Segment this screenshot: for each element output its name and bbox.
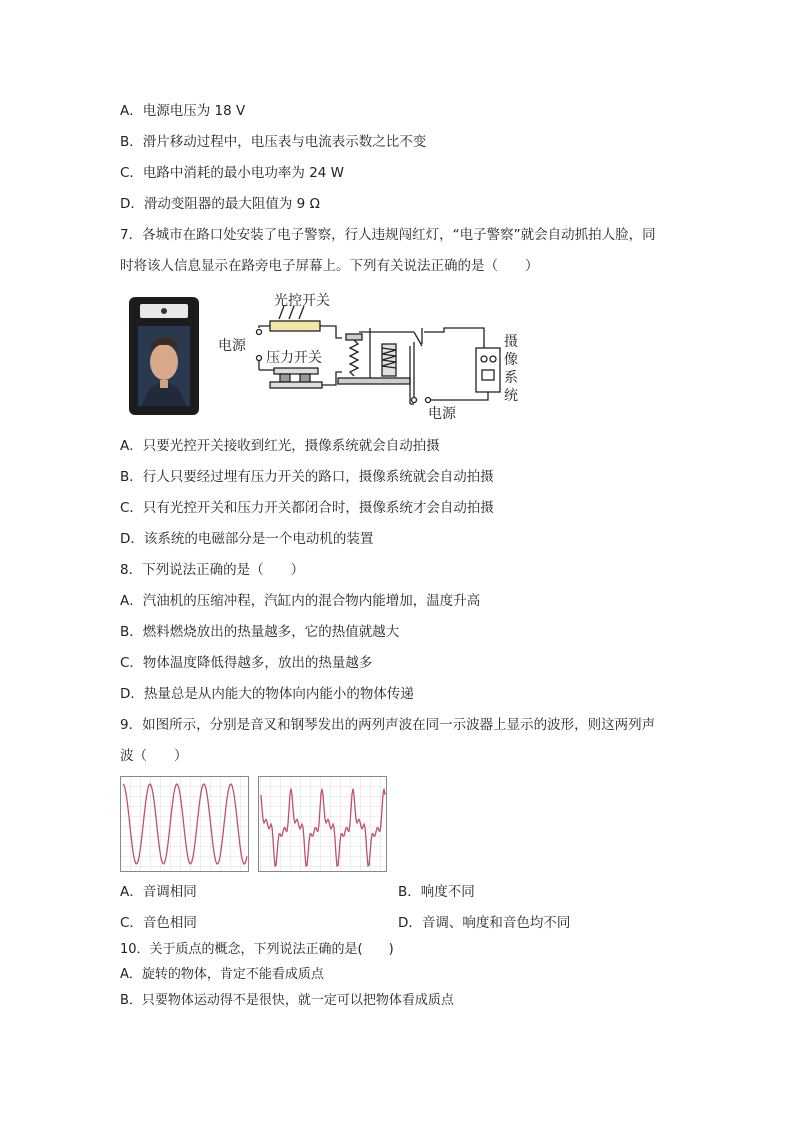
oscilloscope-waveforms xyxy=(120,776,388,872)
q9-stem-line1: 9．如图所示，分别是音叉和钢琴发出的两列声波在同一示波器上显示的波形，则这两列声 xyxy=(120,717,656,733)
q10-stem: 10．关于质点的概念，下列说法正确的是( ) xyxy=(120,942,394,957)
label-camera-char2: 像 xyxy=(504,352,518,368)
q7-option-c: C．只有光控开关和压力开关都闭合时，摄像系统才会自动拍摄 xyxy=(120,500,494,516)
q8-stem: 8．下列说法正确的是（ ） xyxy=(120,562,305,578)
q7-option-b: B．行人只要经过埋有压力开关的路口，摄像系统就会自动拍摄 xyxy=(120,469,494,485)
q8-option-c: C．物体温度降低得越多，放出的热量越多 xyxy=(120,655,373,671)
q8-option-d: D．热量总是从内能大的物体向内能小的物体传递 xyxy=(120,686,414,702)
q10-option-a: A．旋转的物体，肯定不能看成质点 xyxy=(120,967,324,982)
q10-option-b: B．只要物体运动得不是很快，就一定可以把物体看成质点 xyxy=(120,993,454,1008)
label-power-bottom: 电源 xyxy=(428,406,456,422)
label-pressure-switch: 压力开关 xyxy=(266,350,322,366)
label-camera-char1: 摄 xyxy=(504,334,518,350)
q8-option-b: B．燃料燃烧放出的热量越多，它的热值就越大 xyxy=(120,624,400,640)
label-power-left: 电源 xyxy=(218,338,246,354)
face-camera-device-image xyxy=(128,296,200,416)
circuit-diagram xyxy=(214,288,524,422)
q6-option-c: C．电路中消耗的最小电功率为 24 W xyxy=(120,165,345,181)
q6-option-a: A．电源电压为 18 V xyxy=(120,103,246,119)
q9-option-b: B．响度不同 xyxy=(398,884,475,900)
q8-option-a: A．汽油机的压缩冲程，汽缸内的混合物内能增加，温度升高 xyxy=(120,593,481,609)
label-camera-char3: 系 xyxy=(504,370,518,386)
q9-option-d: D．音调、响度和音色均不同 xyxy=(398,915,571,931)
q9-option-c: C．音色相同 xyxy=(120,915,197,931)
label-light-switch: 光控开关 xyxy=(274,293,330,309)
tuning-fork-screen xyxy=(121,777,249,872)
q9-option-a: A．音调相同 xyxy=(120,884,197,900)
q6-option-b: B．滑片移动过程中，电压表与电流表示数之比不变 xyxy=(120,134,427,150)
q7-option-d: D．该系统的电磁部分是一个电动机的装置 xyxy=(120,531,374,547)
q7-stem-line1: 7．各城市在路口处安装了电子警察，行人违规闯红灯，“电子警察”就会自动抓拍人脸，同 xyxy=(120,227,656,243)
q9-stem-line2: 波（ ） xyxy=(120,748,188,764)
q6-option-d: D．滑动变阻器的最大阻值为 9 Ω xyxy=(120,196,320,212)
q7-stem-line2: 时将该人信息显示在路旁电子屏幕上。下列有关说法正确的是（ ） xyxy=(120,258,539,274)
q7-option-a: A．只要光控开关接收到红光，摄像系统就会自动拍摄 xyxy=(120,438,440,454)
label-camera-char4: 统 xyxy=(504,388,518,404)
